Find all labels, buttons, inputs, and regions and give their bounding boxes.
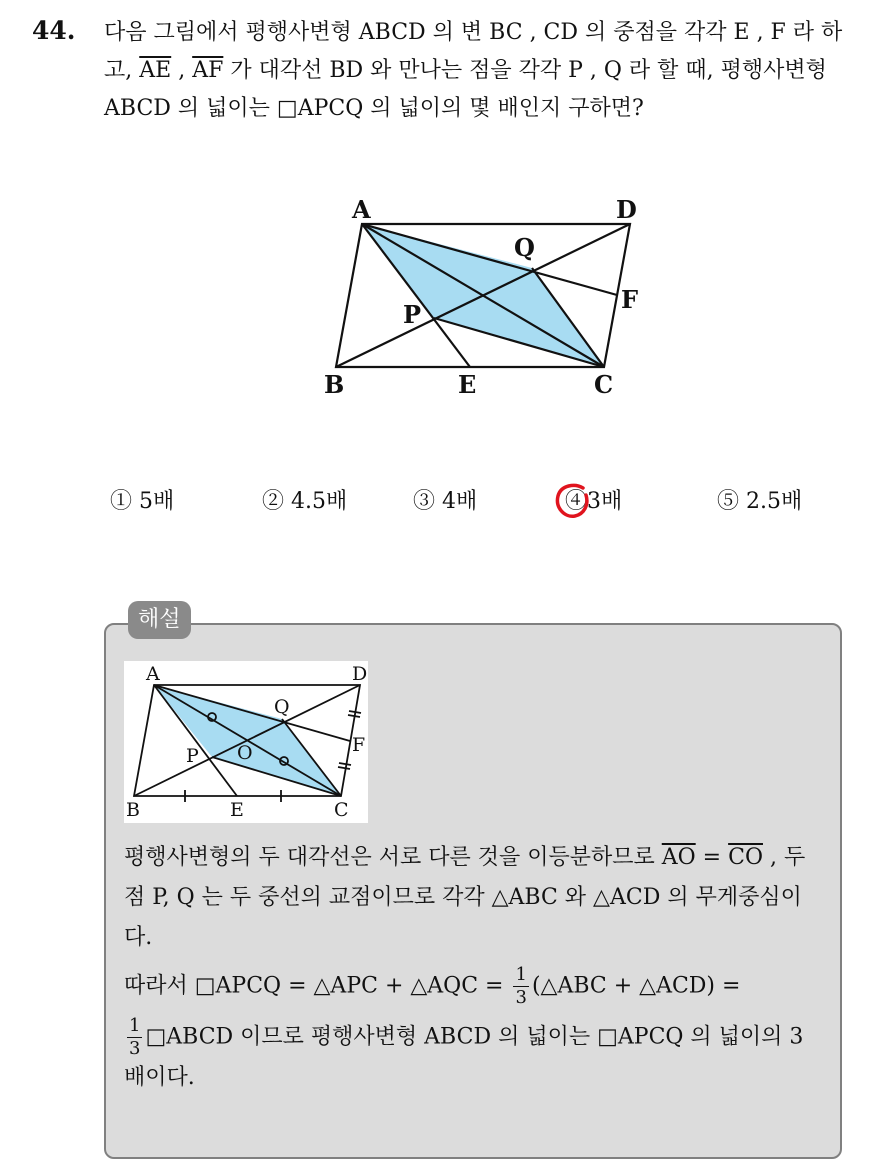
choice-1[interactable]: ① 5배: [110, 489, 175, 514]
sol-label-a: A: [146, 663, 160, 685]
fraction-one-third-1: $\frac{1}{3}$: [515, 964, 527, 1008]
segment-ao: $\overline{AO}$: [661, 845, 696, 870]
solution-paragraph-2: 따라서 □APCQ = △APC + △AQC = $\frac{1}{3}$ (△ABC + △ACD) =: [124, 964, 741, 1008]
choice-5[interactable]: ⑤ 2.5배: [717, 489, 803, 514]
question-number: 44.: [32, 16, 76, 45]
sol-label-p: P: [186, 745, 199, 767]
sol-label-b: B: [126, 799, 140, 821]
solution-tag: 해설: [128, 601, 191, 639]
sol-label-d: D: [352, 663, 368, 685]
sol-label-o: O: [237, 742, 253, 764]
parallelogram-figure: [300, 190, 660, 410]
label-b: B: [324, 370, 345, 399]
solution-paragraph-1: 평행사변형의 두 대각선은 서로 다른 것을 이등분하므로 $\overline{AO} = \overline{CO}$ , 두 점 P, Q 는 두 중선의 교점이므로 각각 △ABC 와 △ACD 의 무게중심이다.: [124, 845, 806, 950]
answer-circle-mark: [553, 481, 593, 521]
label-f: F: [621, 285, 639, 314]
choice-4[interactable]: ④3배: [565, 489, 623, 514]
label-c: C: [594, 370, 614, 399]
solution-figure: [124, 661, 368, 823]
label-p: P: [403, 300, 422, 329]
label-q: Q: [514, 233, 535, 262]
label-a: A: [352, 195, 371, 224]
sol-label-c: C: [334, 799, 349, 821]
choice-3[interactable]: ③ 4배: [413, 489, 478, 514]
segment-ae: $\overline{AE}$: [139, 58, 172, 83]
question-text: 다음 그림에서 평행사변형 ABCD 의 변 BC , CD 의 중점을 각각 E , F 라 하고, $\overline{AE}$ , $\overline{AF}$ 가 대각선 BD 와 만나는 점을 각각 P , Q 라 할 때, 평행사변형 ABCD 의 넓이는 □APCQ 의 넓이의 몇 배인지 구하면?: [104, 20, 843, 121]
sol-label-e: E: [230, 799, 244, 821]
fraction-one-third-2: $\frac{1}{3}$: [129, 1015, 141, 1059]
segment-af: $\overline{AF}$: [192, 58, 224, 83]
sol-label-f: F: [352, 734, 366, 756]
sol-label-q: Q: [274, 696, 290, 718]
label-d: D: [616, 195, 637, 224]
solution-text: [124, 838, 824, 1098]
choice-2[interactable]: ② 4.5배: [262, 489, 348, 514]
answer-choices: [0, 484, 884, 524]
label-e: E: [458, 370, 477, 399]
segment-co: $\overline{CO}$: [728, 845, 763, 870]
solution-paragraph-3: $\frac{1}{3}$ □ABCD 이므로 평행사변형 ABCD 의 넓이는 □APCQ 의 넓이의 3 배이다.: [124, 1015, 804, 1090]
